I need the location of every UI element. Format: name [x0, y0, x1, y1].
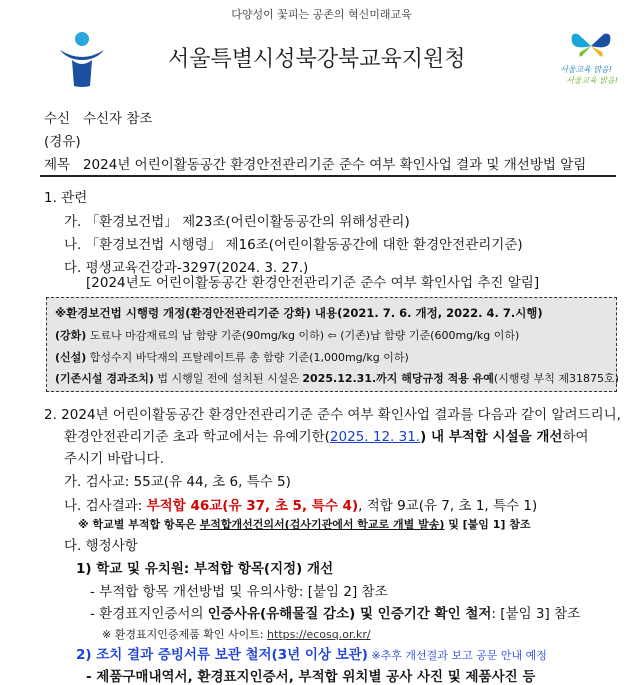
recipient-value: 수신자 참조: [82, 111, 153, 127]
slogan: 다양성이 꽃피는 공존의 혁신미래교육: [231, 8, 412, 21]
section2-line-1: 2. 2024년 어린이활동공간 환경안전관리기준 준수 여부 확인사업 결과를 다음과 같이 알려드리니,: [44, 407, 621, 423]
sub1-item2-a: - 환경표지인증서의: [90, 606, 208, 622]
section1-item-2: 나. 「환경보건법 시행령」 제16조(어린이활동공간에 대한 환경안전관리기준): [64, 237, 523, 253]
note-underline: 부적합개선건의서(검사기관에서 학교로 개별 발송): [199, 518, 445, 531]
sub2-note: ※추후 개선결과 보고 공문 안내 예정: [367, 649, 547, 662]
section2-line2-b: ) 내 부적합 시설을 개선: [420, 429, 563, 445]
sub1-item2-b: 인증사유(유해물질 감소) 및 인증기간 확인 철저: [207, 606, 492, 622]
section2-line2-c: 하여: [562, 429, 589, 445]
site-line: [102, 626, 371, 642]
notice-line-1: [55, 327, 519, 343]
sub1-item-2: [90, 602, 580, 622]
butterfly-icon: [560, 30, 622, 60]
deadline-date: 2025. 12. 31.: [329, 429, 421, 445]
org-name: 서울특별시성북강북교육지원청: [168, 47, 466, 72]
notice-tag-3: (기존시설 경과조치): [55, 372, 154, 385]
section2-line-2: [64, 425, 589, 445]
sub2-item-1: - 제품구매내역서, 환경표지인증서, 부적합 위치별 공사 사진 및 제품사진 등: [86, 669, 536, 685]
recipient-row: [44, 107, 152, 127]
site-label: ※ 환경표지인증제품 확인 사이트:: [102, 628, 268, 641]
notice-end-3: (시행령 부칙 제31875호): [493, 372, 619, 385]
notice-line-2: [55, 349, 409, 365]
note-suffix: 및 [붙임 1] 참조: [444, 518, 531, 531]
via-row: (경유): [44, 134, 81, 150]
brand-line-2: 서울교육 밝음!: [566, 76, 619, 85]
notice-bold-3: 2025.12.31.까지 해당규정 적용 유예: [302, 372, 494, 385]
sub2-row: [76, 643, 547, 663]
section1-item-1: 가. 「환경보건법」 제23조(어린이활동공간의 위해성관리): [64, 214, 410, 230]
section1-heading: 1. 관련: [44, 190, 88, 206]
notice-line-3: [55, 370, 619, 386]
sub2-title: 2) 조치 결과 증빙서류 보관 철저(3년 이상 보관): [76, 647, 368, 663]
section1-item-4: [2024년도 어린이활동공간 환경안전관리기준 준수 여부 확인사업 추진 알림]: [86, 275, 540, 291]
subject-value: 2024년 어린이활동공간 환경안전관리기준 준수 여부 확인사업 결과 및 개선방법 알림: [82, 157, 587, 173]
notice-title: ※환경보건법 시행령 개정(환경안전관리기준 강화) 내용(2021. 7. 6. 개정, 2022. 4. 7.시행): [55, 306, 543, 320]
subject-row: [44, 153, 586, 173]
ecosq-link[interactable]: https://ecosq.or.kr/: [267, 628, 371, 641]
result-note: [78, 516, 531, 532]
sub1-item2-c: : [붙임 3] 참조: [491, 606, 581, 622]
notice-tag-2: (신설): [55, 351, 87, 364]
notice-text-1: 도료나 마감재료의 납 함량 기준(90mg/kg 이하) ⇦ (기존)납 함량 기준(600mg/kg 이하): [86, 329, 520, 342]
note-prefix: ※ 학교별 부적합 항목은: [78, 518, 200, 531]
seoul-education-logo: [56, 30, 108, 88]
result-pass: , 적합 9교(유 7, 초 1, 특수 1): [358, 498, 538, 514]
section2-line-3: 주시기 바랍니다.: [64, 451, 164, 467]
result-fail: 부적합 46교(유 37, 초 5, 특수 4): [146, 498, 359, 514]
notice-tag-1: (강화): [55, 329, 87, 342]
notice-box: [46, 297, 617, 392]
subject-divider: [40, 175, 616, 177]
section2-line2-a: 환경안전관리기준 초과 학교에서는 유예기한(: [64, 429, 330, 445]
recipient-label: 수신: [44, 111, 71, 127]
subject-label: 제목: [44, 157, 71, 173]
result-line: [64, 494, 537, 514]
brand-mark: [560, 30, 622, 92]
brand-line-1: 서울교육 맑음!: [560, 65, 613, 74]
sub1-item-1: - 부적합 항목 개선방법 및 유의사항: [붙임 2] 참조: [90, 584, 388, 600]
result-prefix: 나. 검사결과:: [64, 498, 147, 514]
notice-text-2: 합성수지 바닥재의 프탈레이트류 총 함량 기준(1,000mg/kg 이하): [86, 351, 409, 364]
section1-item-3: 다. 평생교육건강과-3297(2024. 3. 27.): [64, 260, 309, 276]
notice-text-3: 법 시행일 전에 설치된 시설은: [153, 372, 303, 385]
action-heading: 다. 행정사항: [64, 538, 138, 554]
schools-count: 가. 검사교: 55교(유 44, 초 6, 특수 5): [64, 474, 291, 490]
sub1-title: 1) 학교 및 유치원: 부적합 항목(지정) 개선: [76, 561, 334, 577]
